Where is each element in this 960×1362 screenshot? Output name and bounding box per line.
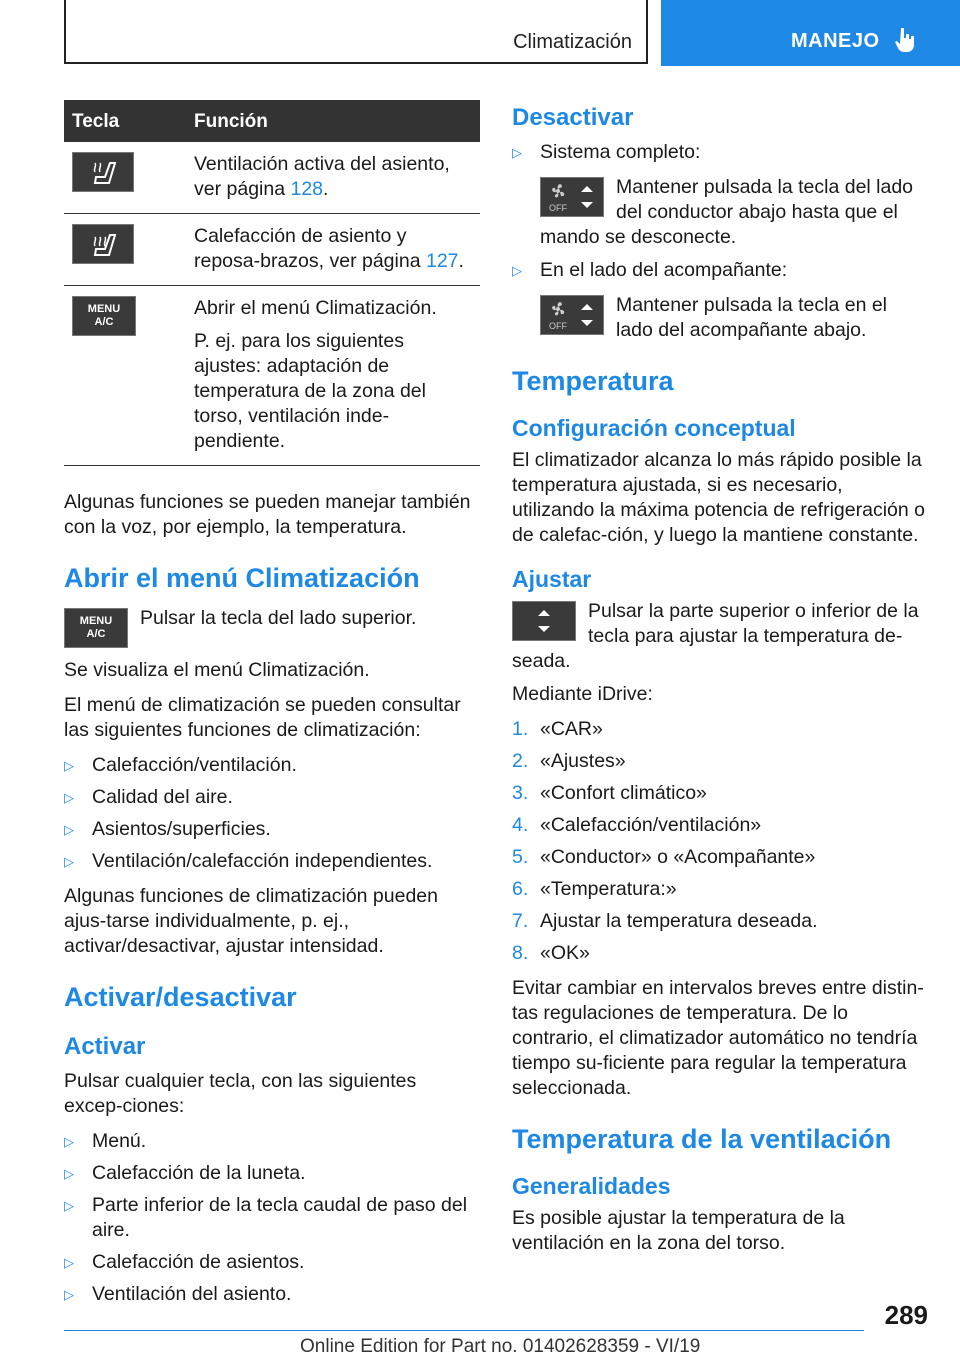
exceptions-list [64, 1129, 480, 1307]
heading-open-menu: Abrir el menú Climatización [64, 563, 420, 593]
seat-ventilation-icon [72, 152, 134, 192]
chapter-tab[interactable] [661, 0, 960, 66]
page-link[interactable]: 127 [425, 250, 459, 272]
deactivate-list [512, 140, 928, 165]
list-item: ▷ Sistema completo: [512, 140, 928, 165]
svg-text:OFF: OFF [549, 203, 567, 213]
table-row: Calefacción de asiento y reposa-brazos, ver página 127. [64, 214, 480, 286]
footer-divider [64, 1330, 864, 1331]
list-item: 8. «OK» [512, 942, 590, 964]
list-item: ▷ Ventilación/calefacción independientes. [64, 849, 480, 874]
list-item: ▷ Calefacción de la luneta. [64, 1161, 480, 1186]
fan-off-key-icon [540, 295, 604, 335]
seat-heating-icon [72, 224, 134, 264]
table-header-function: Función [186, 100, 480, 142]
menu-key-instruction: MENU A/C Pulsar la tecla del lado superior. [64, 606, 480, 650]
right-column [512, 100, 928, 1266]
heading-general: Generalidades [512, 1173, 671, 1199]
paragraph: Mediante iDrive: [512, 683, 653, 705]
paragraph: Evitar cambiar en intervalos breves entre distin-tas regulaciones de temperatura. De lo contrario, el climatizador automático no tendría tiempo su-ficiente para regular la temperatura seleccionada. [512, 977, 924, 1099]
page-header [64, 0, 960, 66]
list-item: 4. «Calefacción/ventilación» [512, 814, 762, 836]
heading-concept: Configuración conceptual [512, 415, 796, 441]
deactivate-list-2 [512, 258, 928, 283]
list-item: 6. «Temperatura:» [512, 878, 677, 900]
key-function-table [64, 100, 480, 466]
fan-off-key-icon [540, 177, 604, 217]
table-cell-text: Ventilación activa del asiento, ver página [194, 153, 450, 200]
page-link[interactable]: 128 [290, 178, 324, 200]
table-row: Ventilación activa del asiento, ver página 128. [64, 142, 480, 214]
heading-temperature: Temperatura [512, 366, 674, 396]
list-item: 2. «Ajustes» [512, 750, 626, 772]
paragraph: Es posible ajustar la temperatura de la ventilación en la zona del torso. [512, 1207, 845, 1254]
list-item: ▷ En el lado del acompañante: [512, 258, 928, 283]
page-number: 289 [884, 1300, 928, 1330]
idrive-steps [512, 717, 928, 966]
list-item: 5. «Conductor» o «Acompañante» [512, 846, 816, 868]
left-column [64, 100, 480, 1317]
list-item: 7. Ajustar la temperatura deseada. [512, 910, 818, 932]
heading-deactivate: Desactivar [512, 104, 634, 131]
intro-paragraph: Algunas funciones se pueden manejar también con la voz, por ejemplo, la temperatura. [64, 491, 471, 538]
paragraph: Algunas funciones de climatización pueden ajus-tarse individualmente, p. ej., activar/desactivar, ajustar intensidad. [64, 885, 438, 957]
hand-pointer-icon [895, 26, 915, 54]
list-item: 1. «CAR» [512, 718, 603, 740]
list-item: ▷ Calidad del aire. [64, 785, 480, 810]
paragraph: El menú de climatización se pueden consultar las siguientes funciones de climatización: [64, 694, 461, 741]
section-title: Climatización [64, 0, 648, 64]
heading-activate-deactivate: Activar/desactivar [64, 982, 297, 1012]
heading-activate: Activar [64, 1033, 146, 1060]
table-cell-text: Calefacción de asiento y reposa-brazos, ver página [194, 225, 426, 272]
chapter-tab-label: MANEJO [791, 30, 880, 52]
list-item: ▷ Ventilación del asiento. [64, 1282, 480, 1307]
list-item: ▷ Menú. [64, 1129, 480, 1154]
fan-key-instruction: OFF Mantener pulsada la tecla del lado del conductor abajo hasta que el mando se desconecte. [540, 176, 914, 248]
list-item: ▷ Calefacción de asientos. [64, 1250, 480, 1275]
table-header-key: Tecla [64, 100, 186, 142]
menu-ac-icon: MENU A/C [72, 296, 136, 336]
edition-label: Online Edition for Part no. 01402628359 - VI/19 [300, 1336, 701, 1357]
list-item: ▷ Calefacción/ventilación. [64, 753, 480, 778]
list-item: ▷ Asientos/superficies. [64, 817, 480, 842]
updown-key-instruction: Pulsar la parte superior o inferior de la tecla para ajustar la temperatura de-seada. [512, 600, 919, 672]
heading-adjust: Ajustar [512, 566, 592, 592]
heading-vent-temperature: Temperatura de la ventilación [512, 1124, 892, 1154]
list-item: 3. «Confort climático» [512, 782, 707, 804]
climate-functions-list [64, 753, 480, 874]
table-cell-text: Abrir el menú Climatización. [194, 297, 437, 319]
menu-ac-icon: MENU A/C [64, 608, 128, 648]
table-cell-text: P. ej. para los siguientes ajustes: adaptación de temperatura de la zona del torso, ventilación inde-pendiente. [194, 330, 426, 452]
paragraph: Se visualiza el menú Climatización. [64, 659, 370, 681]
up-down-key-icon [512, 601, 576, 641]
list-item: ▷ Parte inferior de la tecla caudal de paso del aire. [64, 1193, 480, 1243]
fan-key-instruction-passenger: OFF Mantener pulsada la tecla en el lado del acompañante abajo. [540, 293, 928, 343]
paragraph: Pulsar cualquier tecla, con las siguientes excep-ciones: [64, 1070, 417, 1117]
table-row [64, 286, 480, 466]
svg-text:OFF: OFF [549, 321, 567, 331]
paragraph: El climatizador alcanza lo más rápido posible la temperatura ajustada, si es necesario, utilizando la máxima potencia de refrigeración o de calefac-ción, y luego la mantiene constante. [512, 449, 925, 546]
